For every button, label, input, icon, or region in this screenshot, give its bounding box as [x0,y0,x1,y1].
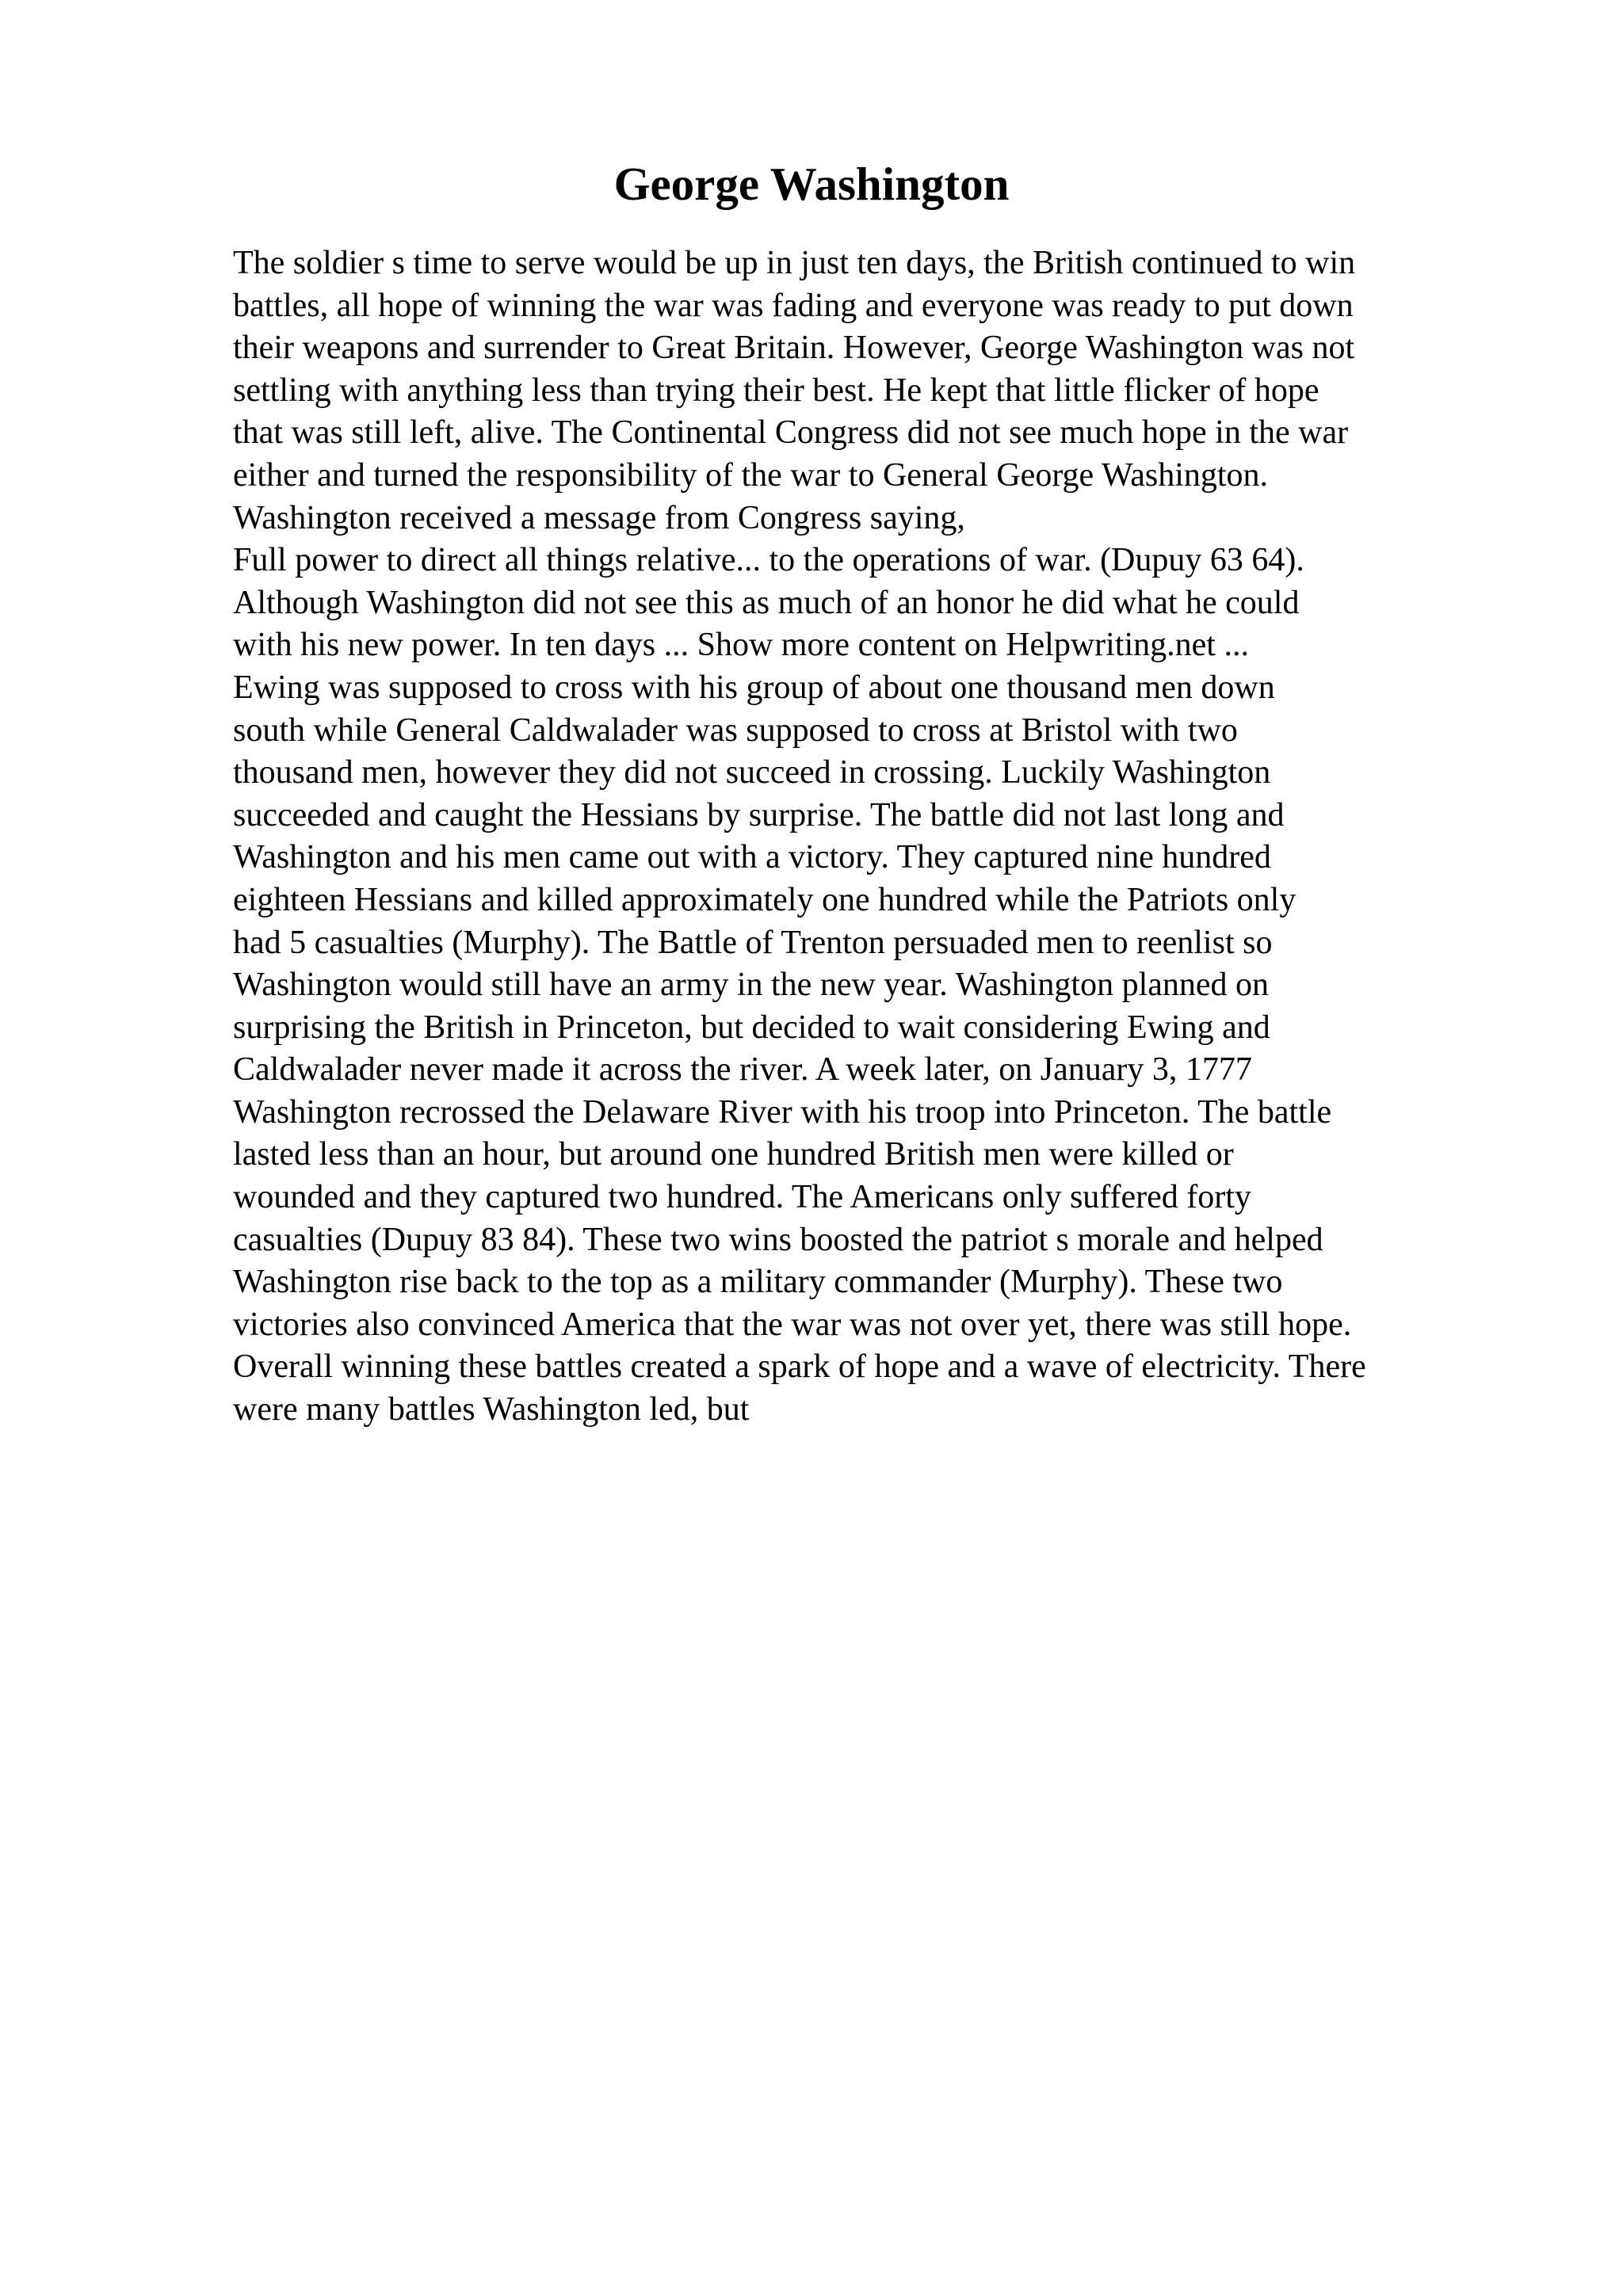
body-line-11: Ewing was supposed to cross with his group of about one thousand men down [233,669,1275,706]
body-line-26: victories also convinced America that the war was not over yet, there was still hope. [233,1306,1352,1343]
body-line-25: Washington rise back to the top as a military commander (Murphy). These two [233,1264,1283,1301]
body-line-3: their weapons and surrender to Great Britain. However, George Washington was not [233,330,1355,367]
body-line-5: that was still left, alive. The Continental Congress did not see much hope in the war [233,414,1349,452]
body-line-15: Washington and his men came out with a victory. They captured nine hundred [233,839,1271,876]
body-line-12: south while General Caldwalader was supposed to cross at Bristol with two [233,711,1238,749]
body-line-1: The soldier s time to serve would be up in just ten days, the British continued to win [233,245,1356,281]
body-line-19: surprising the British in Princeton, but decided to wait considering Ewing and [233,1009,1270,1046]
document-title: George Washington [613,158,1010,210]
document-body [233,242,1580,1432]
body-line-16: eighteen Hessians and killed approximately one hundred while the Patriots only [233,881,1296,918]
body-line-13: thousand men, however they did not succeed in crossing. Luckily Washington [233,754,1271,791]
body-line-4: settling with anything less than trying their best. He kept that little flicker of hope [233,372,1319,409]
body-line-20: Caldwalader never made it across the river. A week later, on January 3, 1777 [233,1051,1252,1089]
body-line-27: Overall winning these battles created a spark of hope and a wave of electricity. There [233,1348,1366,1386]
body-line-24: casualties (Dupuy 83 84). These two wins boosted the patriot s morale and helped [233,1221,1323,1258]
body-line-9: Although Washington did not see this as much of an honor he did what he could [233,584,1300,621]
body-line-23: wounded and they captured two hundred. The Americans only suffered forty [233,1179,1251,1216]
body-line-7: Washington received a message from Congress saying, [233,499,965,536]
body-line-17: had 5 casualties (Murphy). The Battle of Trenton persuaded men to reenlist so [233,924,1273,961]
body-line-8: Full power to direct all things relative... to the operations of war. (Dupuy 63 64). [233,542,1304,579]
body-line-14: succeeded and caught the Hessians by surprise. The battle did not last long and [233,796,1285,833]
body-line-18: Washington would still have an army in the new year. Washington planned on [233,967,1270,1004]
body-line-21: Washington recrossed the Delaware River with his troop into Princeton. The battle [233,1093,1332,1131]
body-line-28: were many battles Washington led, but [233,1391,750,1428]
body-line-22: lasted less than an hour, but around one hundred British men were killed or [233,1136,1234,1173]
body-line-6: either and turned the responsibility of the war to General George Washington. [233,456,1269,494]
body-line-2: battles, all hope of winning the war was fading and everyone was ready to put down [233,287,1354,324]
body-line-10: with his new power. In ten days ... Show more content on Helpwriting.net ... [233,627,1249,664]
